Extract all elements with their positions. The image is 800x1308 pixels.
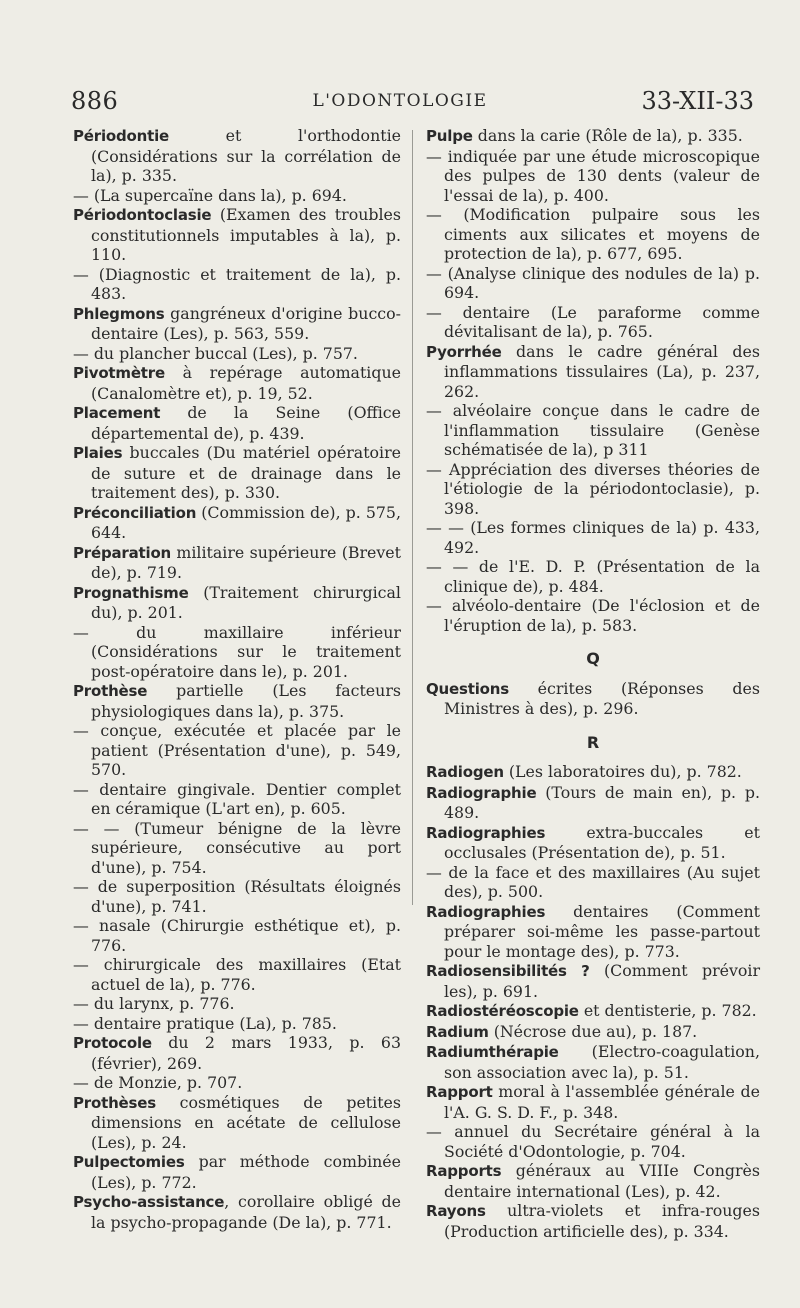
index-entry [426, 557, 760, 596]
entry-text: — alvéolo-dentaire (De l'éclosion et de l'éruption de la), p. 583. [426, 596, 760, 635]
entry-text: (Electro-coagulation, son association avec la), p. 51. [444, 1042, 760, 1082]
section-letter-q: Q [586, 649, 600, 668]
entry-heading: Protocole [73, 1034, 152, 1052]
entry-heading: Pulpe [426, 127, 473, 145]
index-entry [73, 543, 401, 583]
entry-text: et dentisterie, p. 782. [578, 1001, 757, 1020]
entry-text: (Les laboratoires du), p. 782. [503, 762, 742, 781]
entry-text: par méthode combinée (Les), p. 772. [91, 1152, 401, 1192]
right-column [426, 126, 760, 1241]
index-entry [73, 780, 401, 819]
index-entry [73, 1033, 401, 1073]
running-head: L'ODONTOLOGIE [312, 91, 488, 111]
index-entry [73, 403, 401, 443]
entry-heading: Rapport [426, 1083, 493, 1101]
entries-r [426, 762, 760, 1241]
entry-text: — de la face et des maxillaires (Au sujet des), p. 500. [426, 862, 760, 901]
entry-heading: Phlegmons [73, 304, 165, 323]
entry-heading: Radiogen [426, 763, 504, 781]
entry-text: — de Monzie, p. 707. [73, 1073, 243, 1092]
index-entry [426, 1042, 760, 1082]
entry-heading: Radium [426, 1022, 489, 1041]
entry-heading: Radiographies [426, 902, 546, 921]
index-entry [73, 186, 401, 206]
index-entry [73, 443, 401, 503]
index-entry [73, 721, 401, 780]
index-entry [426, 1022, 760, 1043]
index-entry [426, 902, 760, 962]
index-entry [426, 460, 760, 519]
index-entry [73, 205, 401, 265]
index-entry [426, 1161, 760, 1201]
page-number: 886 [71, 87, 119, 115]
entry-text: — alvéolaire conçue dans le cadre de l'inflammation tissulaire (Genèse schématisée de la), p 311 [426, 401, 760, 459]
entry-text: (Commission de), p. 575, 644. [91, 502, 401, 542]
index-entry [426, 342, 760, 402]
index-entry [73, 623, 401, 682]
entry-text: — du plancher buccal (Les), p. 757. [73, 343, 358, 363]
index-entry [426, 518, 760, 557]
entry-text: du 2 mars 1933, p. 63 (février), 269. [91, 1033, 401, 1073]
index-entry [73, 304, 401, 344]
entry-text: , corollaire obligé de la psycho-propagande (De la), p. 771. [91, 1192, 401, 1232]
index-entry [73, 1014, 401, 1034]
entry-text: (Examen des troubles constitutionnels imputables à la), p. 110. [91, 205, 401, 264]
entry-text: de la Seine (Office départemental de), p. 439. [91, 403, 401, 443]
index-entry [426, 679, 760, 719]
index-entry [426, 1082, 760, 1122]
entry-text: (Comment prévoir les), p. 691. [444, 961, 761, 1001]
entry-text: — (Analyse clinique des nodules de la) p. 694. [426, 263, 760, 302]
entry-heading: Psycho-assistance [73, 1193, 225, 1211]
entry-text: gangréneux d'origine bucco-dentaire (Les), p. 563, 559. [91, 303, 401, 343]
index-entry [426, 303, 760, 342]
entry-text: — de superposition (Résultats éloignés d'une), p. 741. [73, 877, 401, 916]
index-entry [73, 681, 401, 721]
entry-text: — (La supercaïne dans la), p. 694. [73, 185, 347, 205]
entry-text: — chirurgicale des maxillaires (Etat actuel de la), p. 776. [73, 955, 401, 994]
entry-heading: Plaies [73, 444, 123, 462]
entry-text: — du larynx, p. 776. [73, 994, 235, 1013]
column-divider [412, 130, 413, 905]
entry-text: — du maxillaire inférieur (Considérations sur le traitement post-opératoire dans le), p. 201. [73, 622, 401, 681]
index-entry [73, 955, 401, 994]
index-entry [426, 1122, 760, 1161]
entry-heading: Radiosensibilités ? [426, 962, 590, 980]
index-entry [426, 863, 760, 902]
index-entry [426, 264, 760, 303]
index-entry [73, 126, 401, 186]
index-entry [73, 1093, 401, 1153]
entry-heading: Pulpectomies [73, 1153, 185, 1171]
entry-text: militaire supérieure (Brevet de), p. 719. [91, 542, 401, 582]
entry-text: — — (Les formes cliniques de la) p. 433, 492. [426, 518, 760, 557]
entry-heading: Radiographies [426, 823, 546, 842]
entry-text: — (Diagnostic et traitement de la), p. 483. [73, 264, 401, 303]
entry-text: — (Modification pulpaire sous les ciments aux silicates et moyens de protection de la), p. 677, 695. [426, 205, 760, 263]
left-column [73, 126, 401, 1232]
entry-text: — dentaire gingivale. Dentier complet en céramique (L'art en), p. 605. [73, 779, 401, 818]
entry-heading: Radiostéréoscopie [426, 1002, 579, 1020]
entry-text: écrites (Réponses des Ministres à des), p. 296. [444, 678, 760, 718]
entry-text: ultra-violets et infra-rouges (Production artificielle des), p. 334. [444, 1201, 760, 1241]
entry-heading: Prognathisme [73, 583, 189, 602]
index-entry [426, 1201, 760, 1241]
entry-text: cosmétiques de petites dimensions en acétate de cellulose (Les), p. 24. [91, 1092, 401, 1152]
index-entry [426, 961, 760, 1001]
entry-text: (Traitement chirurgical du), p. 201. [91, 582, 401, 622]
index-entry [73, 916, 401, 955]
index-entry [73, 1192, 401, 1232]
index-entry [73, 819, 401, 878]
entry-heading: Placement [73, 404, 161, 422]
entry-text: — indiquée par une étude microscopique des pulpes de 130 dents (valeur de l'essai de la), p. 400. [426, 146, 760, 205]
entry-heading: Prothèse [73, 682, 148, 700]
index-entry [73, 994, 401, 1014]
index-entry [426, 401, 760, 460]
entry-text: — — de l'E. D. P. (Présentation de la clinique de), p. 484. [426, 557, 760, 596]
entry-text: dans le cadre général des inflammations tissulaires (La), p. 237, 262. [444, 341, 760, 401]
index-entry [426, 126, 760, 147]
entries-p [426, 126, 760, 635]
index-entry [73, 503, 401, 543]
index-entry [73, 363, 401, 403]
index-entry [426, 783, 760, 823]
section-letter-r: R [586, 732, 600, 752]
entry-text: — conçue, exécutée et placée par le patient (Présentation d'une), p. 549, 570. [73, 721, 401, 779]
index-entry [73, 1152, 401, 1192]
entry-text: — dentaire (Le paraforme comme dévitalisant de la), p. 765. [426, 302, 760, 341]
index-entry [426, 1001, 760, 1022]
entry-heading: Préparation [73, 543, 172, 562]
entry-text: — nasale (Chirurgie esthétique et), p. 776. [73, 916, 401, 955]
index-entry [73, 583, 401, 623]
entry-text: — annuel du Secrétaire général à la Société d'Odontologie, p. 704. [426, 1122, 760, 1161]
entry-heading: Rapports [426, 1162, 502, 1180]
index-entry [426, 762, 760, 783]
entry-text: (Nécrose due au), p. 187. [488, 1021, 698, 1041]
entry-text: (Tours de main en), p. p. 489. [444, 782, 760, 822]
entry-heading: Périodontoclasie [73, 206, 212, 224]
entry-heading: Pyorrhée [426, 342, 502, 361]
entry-text: généraux au VIIIe Congrès dentaire international (Les), p. 42. [444, 1161, 760, 1201]
entry-text: — — (Tumeur bénigne de la lèvre supérieure, consécutive au port d'une), p. 754. [73, 818, 401, 877]
index-entry [73, 265, 401, 304]
entry-text: partielle (Les facteurs physiologiques dans la), p. 375. [91, 681, 401, 721]
index-entry [426, 147, 760, 206]
entry-text: à repérage automatique (Canalomètre et), p. 19, 52. [91, 363, 401, 403]
index-entry [73, 877, 401, 916]
entry-heading: Périodontie [73, 127, 170, 145]
entry-heading: Rayons [426, 1202, 486, 1220]
entry-text: et l'orthodontie (Considérations sur la corrélation de la), p. 335. [91, 126, 401, 185]
entry-text: — Appréciation des diverses théories de l'étiologie de la périodontoclasie), p. 398. [426, 459, 760, 518]
entry-heading: Radiographie [426, 783, 537, 802]
issue-reference: 33-XII-33 [641, 87, 754, 115]
index-entry [426, 205, 760, 264]
entry-text: moral à l'assemblée générale de l'A. G. S. D. F., p. 348. [444, 1082, 760, 1122]
index-entry [73, 344, 401, 364]
entries-q [426, 679, 760, 719]
entry-text: extra-buccales et occlusales (Présentation de), p. 51. [444, 822, 760, 862]
entry-text: — dentaire pratique (La), p. 785. [73, 1013, 337, 1033]
entry-text: dentaires (Comment préparer soi-même les passe-partout pour le montage des), p. 773. [444, 901, 760, 961]
entry-heading: Radiumthérapie [426, 1043, 559, 1061]
entry-text: buccales (Du matériel opératoire de suture et de drainage dans le traitement des), p. 330. [91, 443, 401, 502]
entry-text: dans la carie (Rôle de la), p. 335. [472, 126, 743, 145]
entry-heading: Prothèses [73, 1093, 156, 1112]
index-entry [426, 823, 760, 863]
index-entry [426, 596, 760, 635]
entry-heading: Pivotmètre [73, 364, 165, 382]
entry-heading: Questions [426, 679, 509, 698]
index-entry [73, 1073, 401, 1093]
entry-heading: Préconciliation [73, 503, 197, 522]
